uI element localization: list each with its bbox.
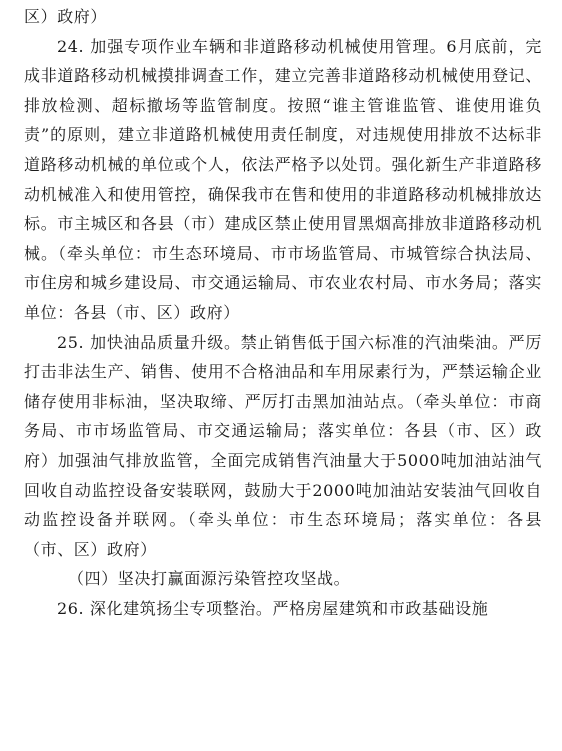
paragraph-24: 24. 加强专项作业车辆和非道路移动机械使用管理。6月底前，完成非道路移动机械摸排调查工作，建立完善非道路移动机械使用登记、排放检测、超标撤场等监管制度。按照“谁主管谁监管、谁使用谁负责”的原则，建立非道路机械使用责任制度，对违规使用排放不达标非道路移动机械的单位或个人，依法严格予以处罚。强化新生产非道路移动机械准入和使用管控，确保我市在售和使用的非道路移动机械排放达标。市主城区和各县（市）建成区禁止使用冒黑烟高排放非道路移动机械。（牵头单位：市生态环境局、市市场监管局、市城管综合执法局、市住房和城乡建设局、市交通运输局、市农业农村局、市水务局；落实单位：各县（市、区）政府）	[24, 36, 542, 322]
paragraph-26: 26. 深化建筑扬尘专项整治。严格房屋建筑和市政基础设施	[57, 598, 489, 618]
section-heading: （四）坚决打赢面源污染管控攻坚战。	[68, 569, 351, 589]
paragraph-25: 25. 加快油品质量升级。禁止销售低于国六标准的汽油柴油。严厉打击非法生产、销售、使用不合格油品和车用尿素行为，严禁运输企业储存使用非标油，坚决取缔、严厉打击黑加油站点。（牵头单位：市商务局、市市场监管局、市交通运输局；落实单位：各县（市、区）政府）加强油气排放监管，全面完成销售汽油量大于5000吨加油站油气回收自动监控设备安装联网，鼓励大于2000吨加油站安装油气回收自动监控设备并联网。（牵头单位：市生态环境局；落实单位：各县（市、区）政府）	[24, 332, 542, 559]
paragraph-23-tail: 区）政府）	[24, 7, 108, 26]
